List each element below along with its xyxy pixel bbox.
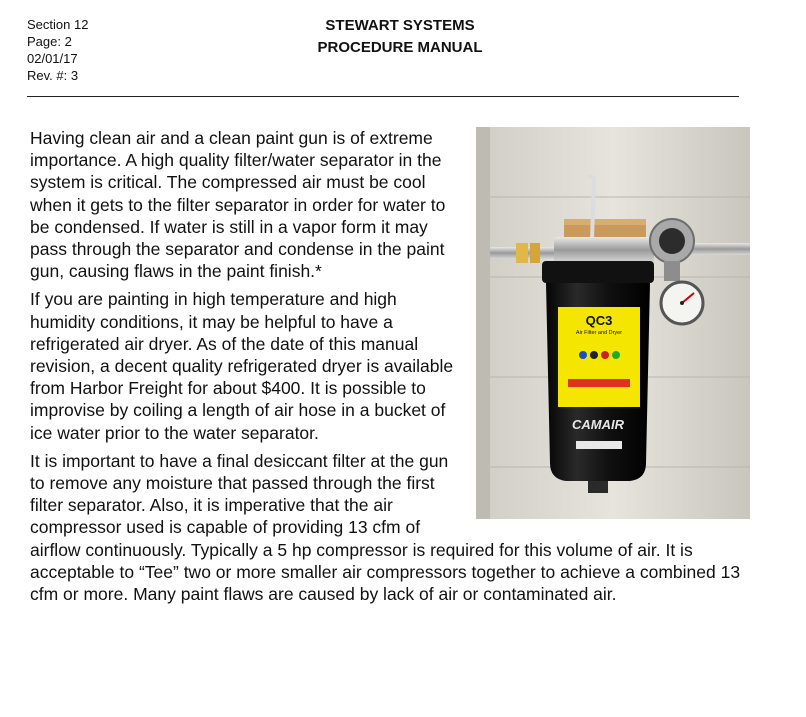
page-number: Page: 2 <box>27 34 72 49</box>
label-subtitle: Air Filter and Dryer <box>575 330 623 336</box>
section-number: Section 12 <box>27 17 89 32</box>
revision-number: Rev. #: 3 <box>27 68 79 83</box>
document-meta <box>27 16 88 84</box>
label-model: QC3 <box>585 313 613 328</box>
paragraph-clean-air: Having clean air and a clean paint gun is of extreme importance. A high quality filter/water separator in the system is critical. The compressed air must be cool when it gets to the filter separator in order for water to be condensed. If water is still in a vapor form it may pass through the separator and condense in the paint gun, causing flaws in the paint finish.* <box>30 128 446 282</box>
brand-logo-text: CAMAIR <box>572 417 624 432</box>
filter-dryer-illustration <box>476 127 750 519</box>
header-divider <box>27 96 739 97</box>
paragraph-desiccant-filter: It is important to have a final desiccant filter at the gun to remove any moisture that passed through the first filter separator. Also, it is imperative that the air compressor used is capable of providing 13 cfm of airflow continuously. Typically a 5 hp compressor is required for this volume of air. It is acceptable to “Tee” two or more smaller air compressors together to achieve a combined 13 cfm or more. Many paint flaws are caused by lack of air or contaminated air. <box>30 450 741 605</box>
revision-date: 02/01/17 <box>27 51 78 66</box>
company-name: STEWART SYSTEMS <box>325 17 475 34</box>
document-title <box>280 15 520 59</box>
filter-dryer-photo <box>476 127 750 519</box>
paragraph-refrigerated-dryer: If you are painting in high temperature and high humidity conditions, it may be helpful to have a refrigerated air dryer. As of the date of this manual revision, a decent quality refrigerated dryer is available from Harbor Freight for about $400. It is possible to improvise by coiling a length of air hose in a bucket of ice water prior to the water separator. <box>30 289 454 443</box>
document-body <box>30 127 750 611</box>
manual-name: PROCEDURE MANUAL <box>317 39 483 56</box>
